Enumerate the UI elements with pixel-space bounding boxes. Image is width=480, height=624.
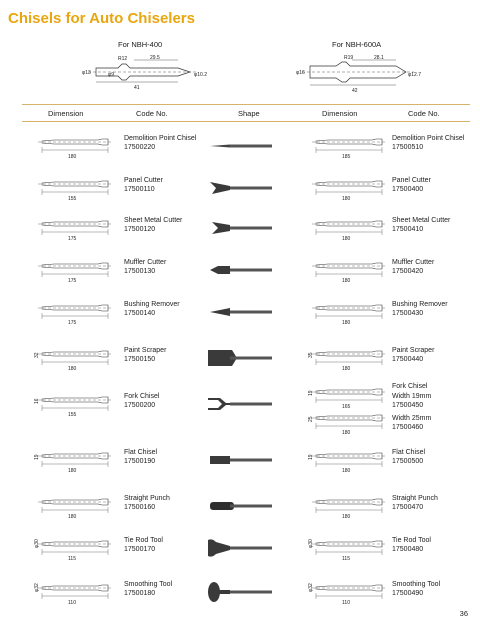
code-no-2: 17500470 [392,504,424,511]
width-label: 35 [308,352,314,358]
table-row [0,130,480,170]
shank-label-nbh400: For NBH-400 [118,40,163,49]
length-label: 180 [68,154,77,160]
code-no-2: 17500500 [392,458,424,465]
length-label: 175 [68,236,77,242]
tool-name-2: Bushing Remover [392,301,448,308]
shank-diagram-nbh600a [292,52,432,92]
length-label: 115 [342,556,350,562]
dimension-drawing [34,130,114,160]
tool-name: Demolition Point Chisel [124,135,197,142]
chisel-photo-punch [206,492,272,520]
header-code-2: Code No. [408,109,440,118]
code-no: 17500180 [124,590,156,597]
tool-name-2: Paint Scraper [392,347,435,354]
code-no-2: 17500490 [392,590,424,597]
length-label: 175 [68,320,77,326]
code-no-2: 17500410 [392,226,424,233]
code-no: 17500170 [124,546,156,553]
svg-text:41: 41 [134,85,140,91]
dimension-drawing [34,342,114,372]
width-label: 19 [308,390,314,396]
length-label: 110 [342,600,350,606]
svg-text:φ12.7: φ12.7 [408,72,421,78]
chisel-photo-bushing [206,298,272,326]
table-row [0,342,480,382]
code-no-2: 17500510 [392,144,424,151]
svg-text:φ13: φ13 [82,70,91,76]
length-label: 180 [342,236,351,242]
dimension-drawing [34,172,114,202]
tool-name-2: Smoothing Tool [392,581,441,588]
tool-name: Tie Rod Tool [124,537,163,544]
tool-name-2: Tie Rod Tool [392,537,431,544]
code-no: 17500130 [124,268,156,275]
dimension-drawing [308,490,388,520]
dimension-drawing [34,490,114,520]
dimension-drawing [308,212,388,242]
chisel-photo-point [206,132,272,160]
table-header [22,104,470,122]
table-row [0,296,480,336]
length-label: 180 [342,514,351,520]
fork-width-label: Width 25mm [392,415,432,422]
page-number: 36 [459,609,468,618]
svg-text:28.1: 28.1 [374,55,384,61]
tool-name: Paint Scraper [124,347,167,354]
page-title: Chisels for Auto Chiselers [8,10,195,27]
chisel-photo-flat [206,446,272,474]
tool-name-2: Straight Punch [392,495,438,502]
length-label: 165 [342,404,351,410]
tool-name: Bushing Remover [124,301,180,308]
tool-name: Panel Cutter [124,177,163,184]
dimension-drawing [308,254,388,284]
tool-name-2: Muffler Cutter [392,259,435,266]
code-no-2: 17500400 [392,186,424,193]
shank-label-nbh600a: For NBH-600A [332,40,382,49]
header-dimension: Dimension [48,109,84,118]
dimension-drawing [34,212,114,242]
width-label: 25 [308,416,314,422]
width-label: 19 [34,454,40,460]
dimension-drawing [34,532,114,562]
tool-name: Muffler Cutter [124,259,167,266]
chisel-photo-muffler [206,256,272,284]
dimension-drawing [308,172,388,202]
dimension-drawing [308,576,388,606]
header-shape: Shape [238,109,260,118]
length-label: 110 [68,600,76,606]
tool-name-2: Flat Chisel [392,449,426,456]
table-row [0,172,480,212]
table-row [0,444,480,484]
width-label: φ32 [308,583,314,592]
length-label: 180 [342,278,351,284]
code-no-2: 17500450 [392,402,424,409]
dimension-drawing [308,532,388,562]
code-no: 17500120 [124,226,156,233]
dimension-drawing [308,406,388,436]
fork-width-label: Width 19mm [392,393,432,400]
length-label: 180 [342,366,351,372]
table-row [0,212,480,252]
dimension-drawing [308,296,388,326]
chisel-photo-fork [206,390,272,418]
dimension-drawing [34,254,114,284]
length-label: 180 [342,196,351,202]
code-no: 17500160 [124,504,156,511]
table-row [0,254,480,294]
width-label: φ30 [34,539,40,548]
svg-text:R19: R19 [344,55,354,61]
chisel-photo-smooth [206,578,272,606]
chisel-photo-panel [206,174,272,202]
header-dimension-2: Dimension [322,109,358,118]
length-label: 185 [342,154,351,160]
chisel-photo-sheet [206,214,272,242]
code-no-2: 17500440 [392,356,424,363]
tool-name-2: Panel Cutter [392,177,431,184]
table-row [0,383,480,436]
svg-text:29.5: 29.5 [150,55,160,61]
tool-name: Fork Chisel [124,393,160,400]
svg-text:φ10.2: φ10.2 [194,72,207,78]
length-label: 180 [68,514,77,520]
width-label: φ30 [308,539,314,548]
length-label: 155 [68,196,77,202]
code-no-2: 17500480 [392,546,424,553]
dimension-drawing [34,388,114,418]
code-no-2: 17500460 [392,424,424,431]
code-no: 17500220 [124,144,156,151]
svg-text:φ16: φ16 [296,70,305,76]
width-label: 32 [34,352,40,358]
tool-name-2: Fork Chisel [392,383,428,390]
length-label: 180 [342,468,351,474]
svg-text:42: 42 [352,88,358,92]
code-no: 17500190 [124,458,156,465]
width-label: φ32 [34,583,40,592]
code-no: 17500200 [124,402,156,409]
dimension-drawing [34,296,114,326]
code-no: 17500140 [124,310,156,317]
table-row [0,532,480,572]
dimension-drawing [308,342,388,372]
length-label: 115 [68,556,76,562]
length-label: 175 [68,278,77,284]
code-no-2: 17500420 [392,268,424,275]
code-no: 17500110 [124,186,155,193]
svg-text:φ9: φ9 [108,72,115,78]
dimension-drawing [308,444,388,474]
shank-dim: R12 [118,56,128,62]
length-label: 180 [68,468,77,474]
chisel-photo-scraper [206,344,272,372]
code-no-2: 17500430 [392,310,424,317]
shank-diagram-nbh400 [78,52,218,92]
length-label: 155 [68,412,77,418]
tool-name: Straight Punch [124,495,170,502]
chisel-photo-tierod [206,534,272,562]
table-row [0,576,480,616]
header-code: Code No. [136,109,168,118]
tool-name-2: Demolition Point Chisel [392,135,465,142]
dimension-drawing [34,576,114,606]
tool-name: Flat Chisel [124,449,158,456]
tool-name: Smoothing Tool [124,581,173,588]
length-label: 180 [342,430,351,436]
code-no: 17500150 [124,356,156,363]
table-row [0,490,480,530]
length-label: 180 [342,320,351,326]
dimension-drawing [34,444,114,474]
dimension-drawing [308,130,388,160]
length-label: 180 [68,366,77,372]
tool-name-2: Sheet Metal Cutter [392,217,451,224]
tool-name: Sheet Metal Cutter [124,217,183,224]
width-label: 19 [308,454,314,460]
width-label: 16 [34,398,40,404]
